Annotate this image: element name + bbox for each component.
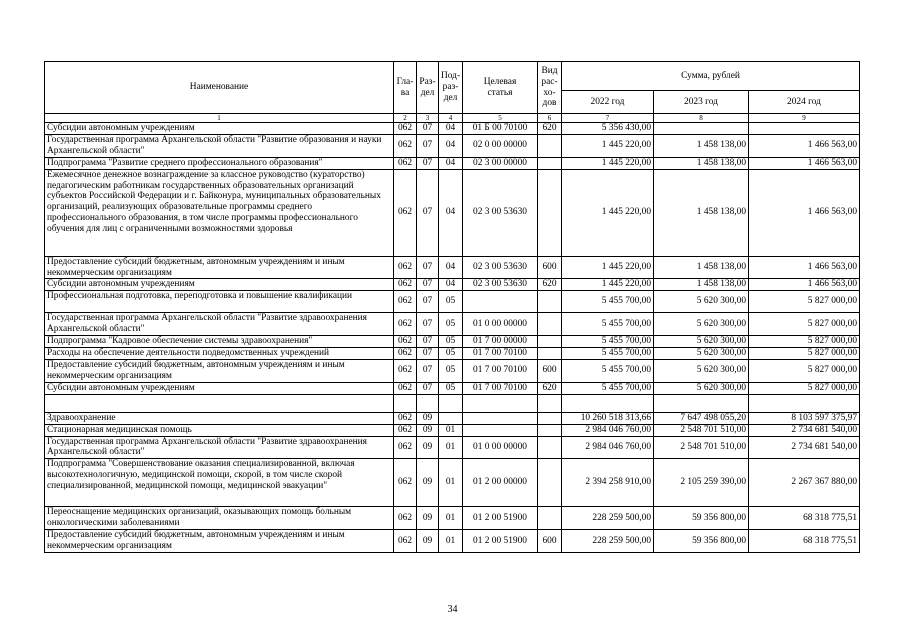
header-sum: Сумма, рублей (562, 62, 860, 91)
row-target: 01 0 00 00000 (463, 313, 538, 336)
column-number: 8 (654, 114, 749, 123)
row-subsection: 05 (439, 348, 463, 360)
row-chapter: 062 (394, 412, 417, 424)
row-subsection: 05 (439, 291, 463, 313)
row-sum-2024: 2 267 367 880,00 (749, 459, 860, 507)
table-row (45, 507, 860, 530)
row-name: Предоставление субсидий бюджетным, автономным учреждениям и иным некоммерческим организациям (45, 530, 394, 553)
column-number: 7 (562, 114, 654, 123)
row-kind: 600 (538, 530, 562, 553)
row-sum-2023: 5 620 300,00 (654, 313, 749, 336)
row-sum-2022: 1 445 220,00 (562, 169, 654, 256)
row-sum-2024: 68 318 775,51 (749, 507, 860, 530)
row-name: Государственная программа Архангельской области "Развитие образования и науки Архангельской области" (45, 134, 394, 157)
row-kind (538, 348, 562, 360)
row-section: 09 (417, 459, 439, 507)
table-row (45, 530, 860, 553)
row-sum-2024: 1 466 563,00 (749, 134, 860, 157)
row-kind (538, 291, 562, 313)
row-sum-2024: 1 466 563,00 (749, 169, 860, 256)
row-name: Субсидии автономным учреждениям (45, 123, 394, 135)
column-number: 4 (439, 114, 463, 123)
row-section: 09 (417, 412, 439, 424)
row-sum-2024 (749, 394, 860, 412)
row-target: 01 Б 00 70100 (463, 123, 538, 135)
row-section: 07 (417, 256, 439, 279)
column-number: 2 (394, 114, 417, 123)
row-name: Подпрограмма "Развитие среднего профессионального образования" (45, 157, 394, 169)
row-section (417, 394, 439, 412)
row-sum-2023: 5 620 300,00 (654, 359, 749, 382)
row-section: 07 (417, 279, 439, 291)
table-row (45, 382, 860, 394)
table-row (45, 123, 860, 135)
row-sum-2022: 2 984 046 760,00 (562, 436, 654, 459)
row-section: 07 (417, 382, 439, 394)
row-sum-2022: 1 445 220,00 (562, 256, 654, 279)
row-section: 07 (417, 157, 439, 169)
table-row (45, 157, 860, 169)
row-sum-2022: 5 455 700,00 (562, 359, 654, 382)
row-sum-2022: 5 455 700,00 (562, 313, 654, 336)
row-target (463, 424, 538, 436)
row-target: 02 0 00 00000 (463, 134, 538, 157)
column-number: 3 (417, 114, 439, 123)
row-target: 01 2 00 51900 (463, 530, 538, 553)
row-sum-2022: 1 445 220,00 (562, 134, 654, 157)
row-sum-2023: 1 458 138,00 (654, 157, 749, 169)
row-sum-2024: 1 466 563,00 (749, 157, 860, 169)
row-sum-2022: 5 455 700,00 (562, 382, 654, 394)
row-name: Профессиональная подготовка, переподготовка и повышение квалификации (45, 291, 394, 313)
row-chapter: 062 (394, 359, 417, 382)
row-subsection: 01 (439, 424, 463, 436)
row-sum-2024: 2 734 681 540,00 (749, 424, 860, 436)
row-sum-2023: 1 458 138,00 (654, 169, 749, 256)
row-sum-2023: 2 105 259 390,00 (654, 459, 749, 507)
row-chapter: 062 (394, 424, 417, 436)
table-row (45, 134, 860, 157)
row-subsection: 05 (439, 359, 463, 382)
row-chapter: 062 (394, 157, 417, 169)
row-chapter: 062 (394, 348, 417, 360)
header-name: Наименование (45, 62, 394, 114)
row-subsection: 04 (439, 256, 463, 279)
row-target: 02 3 00 00000 (463, 157, 538, 169)
row-kind: 600 (538, 359, 562, 382)
row-chapter: 062 (394, 123, 417, 135)
row-sum-2023: 2 548 701 510,00 (654, 436, 749, 459)
row-kind (538, 424, 562, 436)
table-row (45, 359, 860, 382)
row-subsection: 01 (439, 459, 463, 507)
row-sum-2022: 2 984 046 760,00 (562, 424, 654, 436)
row-target (463, 394, 538, 412)
row-sum-2022: 1 445 220,00 (562, 279, 654, 291)
row-sum-2022: 228 259 500,00 (562, 530, 654, 553)
row-sum-2024: 5 827 000,00 (749, 348, 860, 360)
row-sum-2023: 1 458 138,00 (654, 256, 749, 279)
row-sum-2024: 5 827 000,00 (749, 382, 860, 394)
row-target: 02 3 00 53630 (463, 279, 538, 291)
row-section: 09 (417, 436, 439, 459)
column-number: 9 (749, 114, 860, 123)
header-section: Раз- дел (417, 62, 439, 114)
column-number: 5 (463, 114, 538, 123)
row-sum-2024: 2 734 681 540,00 (749, 436, 860, 459)
row-name: Подпрограмма "Совершенствование оказания специализированной, включая высокотехнологичную, медицинской помощи, скорой, в том числе скорой специализированной, медицинской помощи, медицинской эвакуации" (45, 459, 394, 507)
row-subsection: 04 (439, 123, 463, 135)
row-section: 07 (417, 134, 439, 157)
header-year-2023: 2023 год (654, 91, 749, 114)
row-kind (538, 436, 562, 459)
row-chapter: 062 (394, 459, 417, 507)
row-kind (538, 157, 562, 169)
header-subsection: Под- раз- дел (439, 62, 463, 114)
row-kind (538, 313, 562, 336)
row-sum-2023: 59 356 800,00 (654, 507, 749, 530)
row-sum-2022: 228 259 500,00 (562, 507, 654, 530)
row-name: Подпрограмма "Кадровое обеспечение системы здравоохранения" (45, 336, 394, 348)
header-chapter: Гла- ва (394, 62, 417, 114)
row-sum-2024 (749, 123, 860, 135)
row-sum-2024: 5 827 000,00 (749, 291, 860, 313)
row-sum-2024: 5 827 000,00 (749, 313, 860, 336)
column-number: 6 (538, 114, 562, 123)
row-section: 07 (417, 359, 439, 382)
row-chapter: 062 (394, 313, 417, 336)
row-chapter: 062 (394, 507, 417, 530)
row-name: Предоставление субсидий бюджетным, автономным учреждениям и иным некоммерческим организациям (45, 359, 394, 382)
row-chapter (394, 394, 417, 412)
row-sum-2022: 5 455 700,00 (562, 291, 654, 313)
row-target: 01 2 00 00000 (463, 459, 538, 507)
table-row (45, 169, 860, 256)
row-name: Субсидии автономным учреждениям (45, 382, 394, 394)
table-row (45, 436, 860, 459)
row-section: 07 (417, 169, 439, 256)
row-name: Государственная программа Архангельской области "Развитие здравоохранения Архангельской области" (45, 313, 394, 336)
table-row (45, 336, 860, 348)
row-subsection: 04 (439, 157, 463, 169)
row-name: Предоставление субсидий бюджетным, автономным учреждениям и иным некоммерческим организациям (45, 256, 394, 279)
row-sum-2022: 2 394 258 910,00 (562, 459, 654, 507)
row-target: 01 7 00 00000 (463, 336, 538, 348)
header-year-2022: 2022 год (562, 91, 654, 114)
row-sum-2024: 1 466 563,00 (749, 279, 860, 291)
row-name: Государственная программа Архангельской области "Развитие здравоохранения Архангельской области" (45, 436, 394, 459)
row-sum-2024: 68 318 775,51 (749, 530, 860, 553)
row-sum-2023 (654, 123, 749, 135)
row-sum-2024: 5 827 000,00 (749, 336, 860, 348)
row-sum-2024: 1 466 563,00 (749, 256, 860, 279)
row-subsection (439, 412, 463, 424)
row-kind: 600 (538, 256, 562, 279)
row-target: 01 7 00 70100 (463, 359, 538, 382)
row-target: 01 7 00 70100 (463, 348, 538, 360)
row-chapter: 062 (394, 336, 417, 348)
row-sum-2022 (562, 394, 654, 412)
row-subsection: 04 (439, 134, 463, 157)
row-chapter: 062 (394, 279, 417, 291)
row-kind: 620 (538, 279, 562, 291)
row-subsection: 05 (439, 382, 463, 394)
row-kind: 620 (538, 123, 562, 135)
row-sum-2023: 1 458 138,00 (654, 134, 749, 157)
row-target: 01 7 00 70100 (463, 382, 538, 394)
row-kind (538, 394, 562, 412)
row-name: Стационарная медицинская помощь (45, 424, 394, 436)
row-subsection: 01 (439, 530, 463, 553)
table-row (45, 394, 860, 412)
table-row (45, 424, 860, 436)
row-name: Здравоохранение (45, 412, 394, 424)
row-sum-2022: 5 356 430,00 (562, 123, 654, 135)
row-sum-2023: 5 620 300,00 (654, 336, 749, 348)
row-kind (538, 507, 562, 530)
row-name: Расходы на обеспечение деятельности подведомственных учреждений (45, 348, 394, 360)
table-body (45, 123, 860, 553)
page-number: 34 (447, 604, 458, 615)
row-chapter: 062 (394, 382, 417, 394)
table-row (45, 348, 860, 360)
row-target: 02 3 00 53630 (463, 256, 538, 279)
row-name (45, 394, 394, 412)
row-sum-2023 (654, 394, 749, 412)
table-row (45, 291, 860, 313)
row-chapter: 062 (394, 291, 417, 313)
row-kind (538, 169, 562, 256)
row-section: 07 (417, 313, 439, 336)
row-kind (538, 134, 562, 157)
row-sum-2022: 5 455 700,00 (562, 348, 654, 360)
row-sum-2023: 7 647 498 055,20 (654, 412, 749, 424)
row-subsection: 01 (439, 507, 463, 530)
column-number: 1 (45, 114, 394, 123)
table-row (45, 256, 860, 279)
row-chapter: 062 (394, 134, 417, 157)
row-section: 07 (417, 336, 439, 348)
table-row (45, 313, 860, 336)
row-section: 09 (417, 424, 439, 436)
row-sum-2023: 59 356 800,00 (654, 530, 749, 553)
row-section: 09 (417, 507, 439, 530)
row-kind (538, 336, 562, 348)
row-subsection: 04 (439, 279, 463, 291)
row-sum-2023: 5 620 300,00 (654, 348, 749, 360)
row-name: Ежемесячное денежное вознаграждение за классное руководство (кураторство) педагогическим работникам государственных образовательных организаций субъектов Российской Федерации и г. Байконура, муниципальных образовательных организаций, реализующих образовательные программы среднего профессионального образования, в том числе программы профессионального обучения для лиц с ограниченными возможностями здоровья (45, 169, 394, 256)
row-sum-2022: 1 445 220,00 (562, 157, 654, 169)
row-sum-2023: 1 458 138,00 (654, 279, 749, 291)
row-section: 07 (417, 348, 439, 360)
row-target: 02 3 00 53630 (463, 169, 538, 256)
header-target: Целевая статья (463, 62, 538, 114)
row-target (463, 412, 538, 424)
row-section: 07 (417, 291, 439, 313)
row-subsection: 01 (439, 436, 463, 459)
row-sum-2024: 8 103 597 375,97 (749, 412, 860, 424)
table-row (45, 412, 860, 424)
row-subsection: 05 (439, 336, 463, 348)
column-number-row (45, 114, 860, 123)
row-subsection: 04 (439, 169, 463, 256)
row-sum-2023: 2 548 701 510,00 (654, 424, 749, 436)
row-subsection (439, 394, 463, 412)
row-sum-2023: 5 620 300,00 (654, 291, 749, 313)
row-kind (538, 459, 562, 507)
row-chapter: 062 (394, 256, 417, 279)
table-row (45, 459, 860, 507)
row-kind (538, 412, 562, 424)
row-sum-2024: 5 827 000,00 (749, 359, 860, 382)
row-kind: 620 (538, 382, 562, 394)
header-kind: Вид рас- хо- дов (538, 62, 562, 114)
row-section: 07 (417, 123, 439, 135)
budget-table (44, 61, 860, 553)
row-target: 01 2 00 51900 (463, 507, 538, 530)
row-target (463, 291, 538, 313)
table-row (45, 279, 860, 291)
row-sum-2022: 5 455 700,00 (562, 336, 654, 348)
row-subsection: 05 (439, 313, 463, 336)
row-sum-2023: 5 620 300,00 (654, 382, 749, 394)
row-chapter: 062 (394, 169, 417, 256)
row-name: Субсидии автономным учреждениям (45, 279, 394, 291)
row-chapter: 062 (394, 530, 417, 553)
row-section: 09 (417, 530, 439, 553)
header-year-2024: 2024 год (749, 91, 860, 114)
row-sum-2022: 10 260 518 313,66 (562, 412, 654, 424)
row-target: 01 0 00 00000 (463, 436, 538, 459)
row-chapter: 062 (394, 436, 417, 459)
row-name: Переоснащение медицинских организаций, оказывающих помощь больным онкологическими заболеваниями (45, 507, 394, 530)
